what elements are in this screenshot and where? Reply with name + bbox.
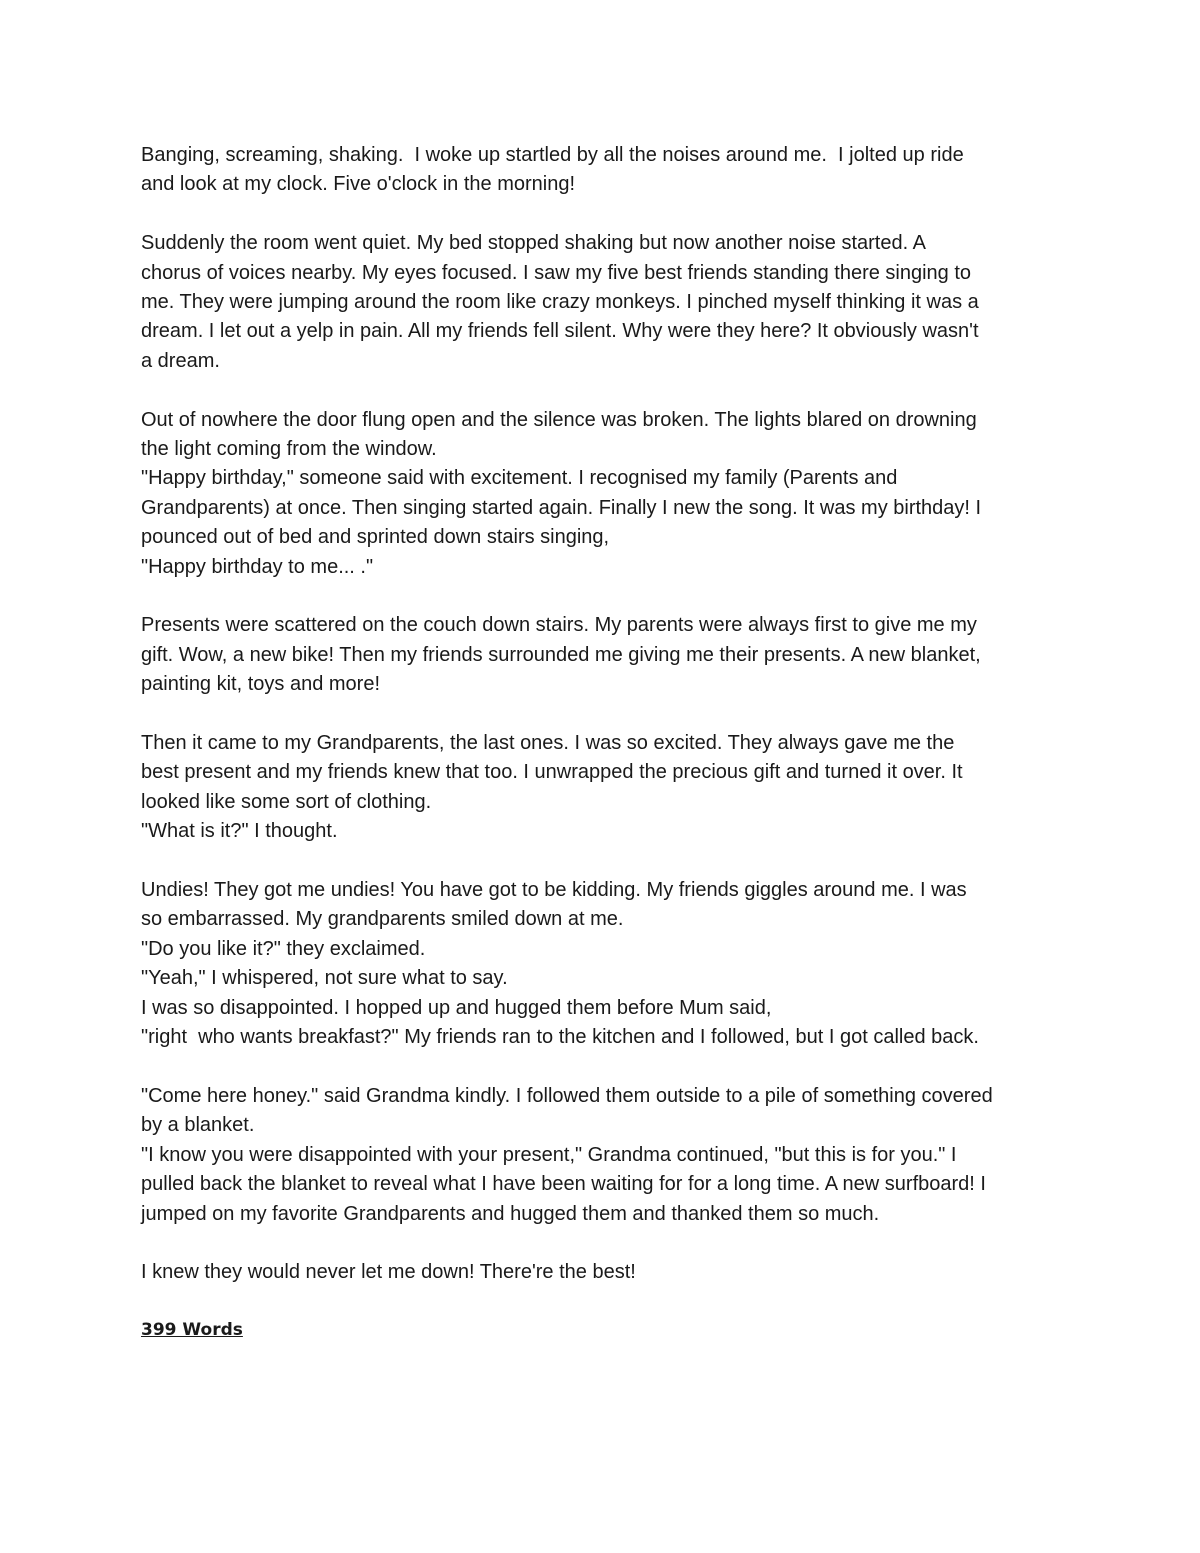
story-line: so embarrassed. My grandparents smiled down at me. (141, 908, 624, 931)
story-line: Grandparents) at once. Then singing started again. Finally I new the song. It was my birthday! I (141, 496, 982, 519)
paragraph-gap (141, 582, 1071, 611)
story-line: dream. I let out a yelp in pain. All my friends fell silent. Why were they here? It obviously wasn't (141, 320, 979, 343)
story-line: "Happy birthday to me... ." (141, 555, 374, 578)
story-line: looked like some sort of clothing. (141, 790, 432, 813)
story-line: I was so disappointed. I hopped up and hugged them before Mum said, (141, 996, 772, 1019)
story-line: I knew they would never let me down! There're the best! (141, 1261, 636, 1284)
story-line: "Do you like it?" they exclaimed. (141, 937, 426, 960)
story-line: "What is it?" I thought. (141, 820, 338, 843)
word-count-label: 399 Words (141, 1320, 243, 1340)
paragraph-gap (141, 200, 1071, 229)
story-line: the light coming from the window. (141, 438, 437, 461)
story-line: best present and my friends knew that too. I unwrapped the precious gift and turned it over. It (141, 761, 963, 784)
story-line: Suddenly the room went quiet. My bed stopped shaking but now another noise started. A (141, 232, 926, 255)
paragraph-gap (141, 1053, 1071, 1082)
story-line: pounced out of bed and sprinted down stairs singing, (141, 526, 610, 549)
story-line: "right who wants breakfast?" My friends ran to the kitchen and I followed, but I got called back. (141, 1026, 979, 1049)
paragraph-gap (141, 376, 1071, 405)
story-line: by a blanket. (141, 1114, 255, 1137)
story-line: a dream. (141, 349, 220, 372)
story-line: "Come here honey." said Grandma kindly. I followed them outside to a pile of something covered (141, 1084, 993, 1107)
story-line: "Happy birthday," someone said with excitement. I recognised my family (Parents and (141, 467, 898, 490)
story-line: jumped on my favorite Grandparents and hugged them and thanked them so much. (141, 1202, 880, 1225)
paragraph-gap (141, 847, 1071, 876)
story-line: pulled back the blanket to reveal what I have been waiting for for a long time. A new surfboard! I (141, 1173, 986, 1196)
story-body (141, 141, 1071, 1288)
story-line: "I know you were disappointed with your present," Grandma continued, "but this is for you." I (141, 1143, 957, 1166)
paragraph-gap (141, 700, 1071, 729)
story-line: and look at my clock. Five o'clock in the morning! (141, 173, 576, 196)
story-line: Banging, screaming, shaking. I woke up startled by all the noises around me. I jolted up ride (141, 144, 964, 166)
story-line: Presents were scattered on the couch down stairs. My parents were always first to give me my (141, 614, 977, 637)
paragraph-gap (141, 1229, 1071, 1258)
story-line: me. They were jumping around the room like crazy monkeys. I pinched myself thinking it was a (141, 291, 979, 314)
story-line: "Yeah," I whispered, not sure what to say. (141, 967, 508, 990)
story-line: chorus of voices nearby. My eyes focused. I saw my five best friends standing there singing to (141, 261, 972, 284)
story-line: Then it came to my Grandparents, the last ones. I was so excited. They always gave me the (141, 732, 955, 755)
story-line: gift. Wow, a new bike! Then my friends surrounded me giving me their presents. A new blanket, (141, 643, 981, 666)
story-line: Out of nowhere the door flung open and the silence was broken. The lights blared on drowning (141, 408, 977, 431)
story-line: painting kit, toys and more! (141, 673, 381, 696)
story-line: Undies! They got me undies! You have got to be kidding. My friends giggles around me. I was (141, 879, 967, 902)
